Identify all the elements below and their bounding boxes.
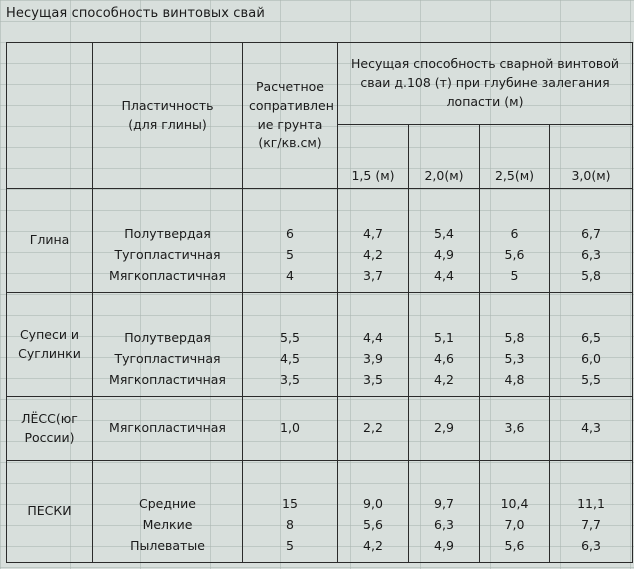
value-cell: 11,1 xyxy=(577,496,605,511)
value-cell: 4,2 xyxy=(434,372,454,387)
header-soil-cell xyxy=(7,43,93,189)
value-cell: 5,1 xyxy=(434,330,454,345)
value-cell: 9,0 xyxy=(363,496,383,511)
resistance-cell: 5 xyxy=(286,247,294,262)
resistance-cell: 6 xyxy=(286,226,294,241)
value-cell: 4,2 xyxy=(363,247,383,262)
value-cell: 6,5 xyxy=(581,330,601,345)
group-name: ПЕСКИ xyxy=(7,461,93,563)
value-cell: 3,5 xyxy=(363,372,383,387)
plasticity-cell: Мягкопластичная xyxy=(109,268,226,283)
value-cell: 2,9 xyxy=(409,397,480,461)
resistance-cell: 5,5 xyxy=(280,330,300,345)
value-cell: 4,9 xyxy=(434,247,454,262)
sheet-title: Несущая способность винтовых свай xyxy=(6,6,265,21)
group-name: ЛЁСС(юг России) xyxy=(7,397,93,461)
header-plasticity: Пластичность (для глины) xyxy=(93,43,243,189)
plasticity-cell: Полутвердая xyxy=(124,330,211,345)
pile-capacity-table xyxy=(6,42,633,563)
value-cell: 3,7 xyxy=(363,268,383,283)
value-cell: 4,7 xyxy=(363,226,383,241)
value-cell: 4,9 xyxy=(434,538,454,553)
value-cell: 4,3 xyxy=(550,397,633,461)
value-cell: 4,4 xyxy=(363,330,383,345)
plasticity-cell: Мелкие xyxy=(142,517,193,532)
header-resistance: Расчетное сопративлен ие грунта (кг/кв.см) xyxy=(243,43,338,189)
value-cell: 6 xyxy=(510,226,519,241)
group-row-clay xyxy=(7,189,633,293)
resistance-cell: 15 xyxy=(282,496,298,511)
plasticity-cell: Полутвердая xyxy=(124,226,211,241)
value-cell: 2,2 xyxy=(338,397,409,461)
header-depth-3: 2,5(м) xyxy=(480,125,550,189)
plasticity-cell: Пылеватые xyxy=(130,538,205,553)
resistance-cell: 3,5 xyxy=(280,372,300,387)
plasticity-cell: Тугопластичная xyxy=(114,351,221,366)
value-cell: 5,6 xyxy=(504,538,525,553)
resistance-cell: 4,5 xyxy=(280,351,300,366)
header-depth-4: 3,0(м) xyxy=(550,125,633,189)
plasticity-cell: Тугопластичная xyxy=(114,247,221,262)
value-cell: 6,7 xyxy=(581,226,601,241)
value-cell: 6,3 xyxy=(434,517,454,532)
value-cell: 4,2 xyxy=(363,538,383,553)
resistance-cell: 5 xyxy=(286,538,294,553)
value-cell: 10,4 xyxy=(500,496,529,511)
value-cell: 6,0 xyxy=(581,351,601,366)
header-depth-2: 2,0(м) xyxy=(409,125,480,189)
header-depth-1: 1,5 (м) xyxy=(338,125,409,189)
value-cell: 5,8 xyxy=(504,330,525,345)
value-cell: 5,6 xyxy=(504,247,525,262)
header-capacity: Несущая способность сварной винтовой сваи д.108 (т) при глубине залегания лопасти (м) xyxy=(338,43,633,125)
value-cell: 4,4 xyxy=(434,268,454,283)
value-cell: 4,6 xyxy=(434,351,454,366)
value-cell: 5,3 xyxy=(504,351,525,366)
plasticity-cell: Мягкопластичная xyxy=(109,372,226,387)
group-name: Глина xyxy=(7,189,93,293)
plasticity-cell: Средние xyxy=(139,496,196,511)
value-cell: 5,5 xyxy=(581,372,601,387)
value-cell: 5 xyxy=(510,268,519,283)
value-cell: 7,0 xyxy=(504,517,525,532)
value-cell: 3,6 xyxy=(480,397,550,461)
value-cell: 4,8 xyxy=(504,372,525,387)
value-cell: 5,4 xyxy=(434,226,454,241)
value-cell: 3,9 xyxy=(363,351,383,366)
plasticity-cell: Мягкопластичная xyxy=(93,397,243,461)
value-cell: 6,3 xyxy=(581,538,601,553)
resistance-cell: 8 xyxy=(286,517,294,532)
group-name: Супеси и Суглинки xyxy=(7,293,93,397)
group-row-sands xyxy=(7,461,633,563)
value-cell: 5,6 xyxy=(363,517,383,532)
group-row-loam xyxy=(7,293,633,397)
value-cell: 9,7 xyxy=(434,496,454,511)
group-row-loess xyxy=(7,397,633,461)
value-cell: 5,8 xyxy=(581,268,601,283)
value-cell: 6,3 xyxy=(581,247,601,262)
resistance-cell: 1,0 xyxy=(243,397,338,461)
resistance-cell: 4 xyxy=(286,268,294,283)
value-cell: 7,7 xyxy=(581,517,601,532)
